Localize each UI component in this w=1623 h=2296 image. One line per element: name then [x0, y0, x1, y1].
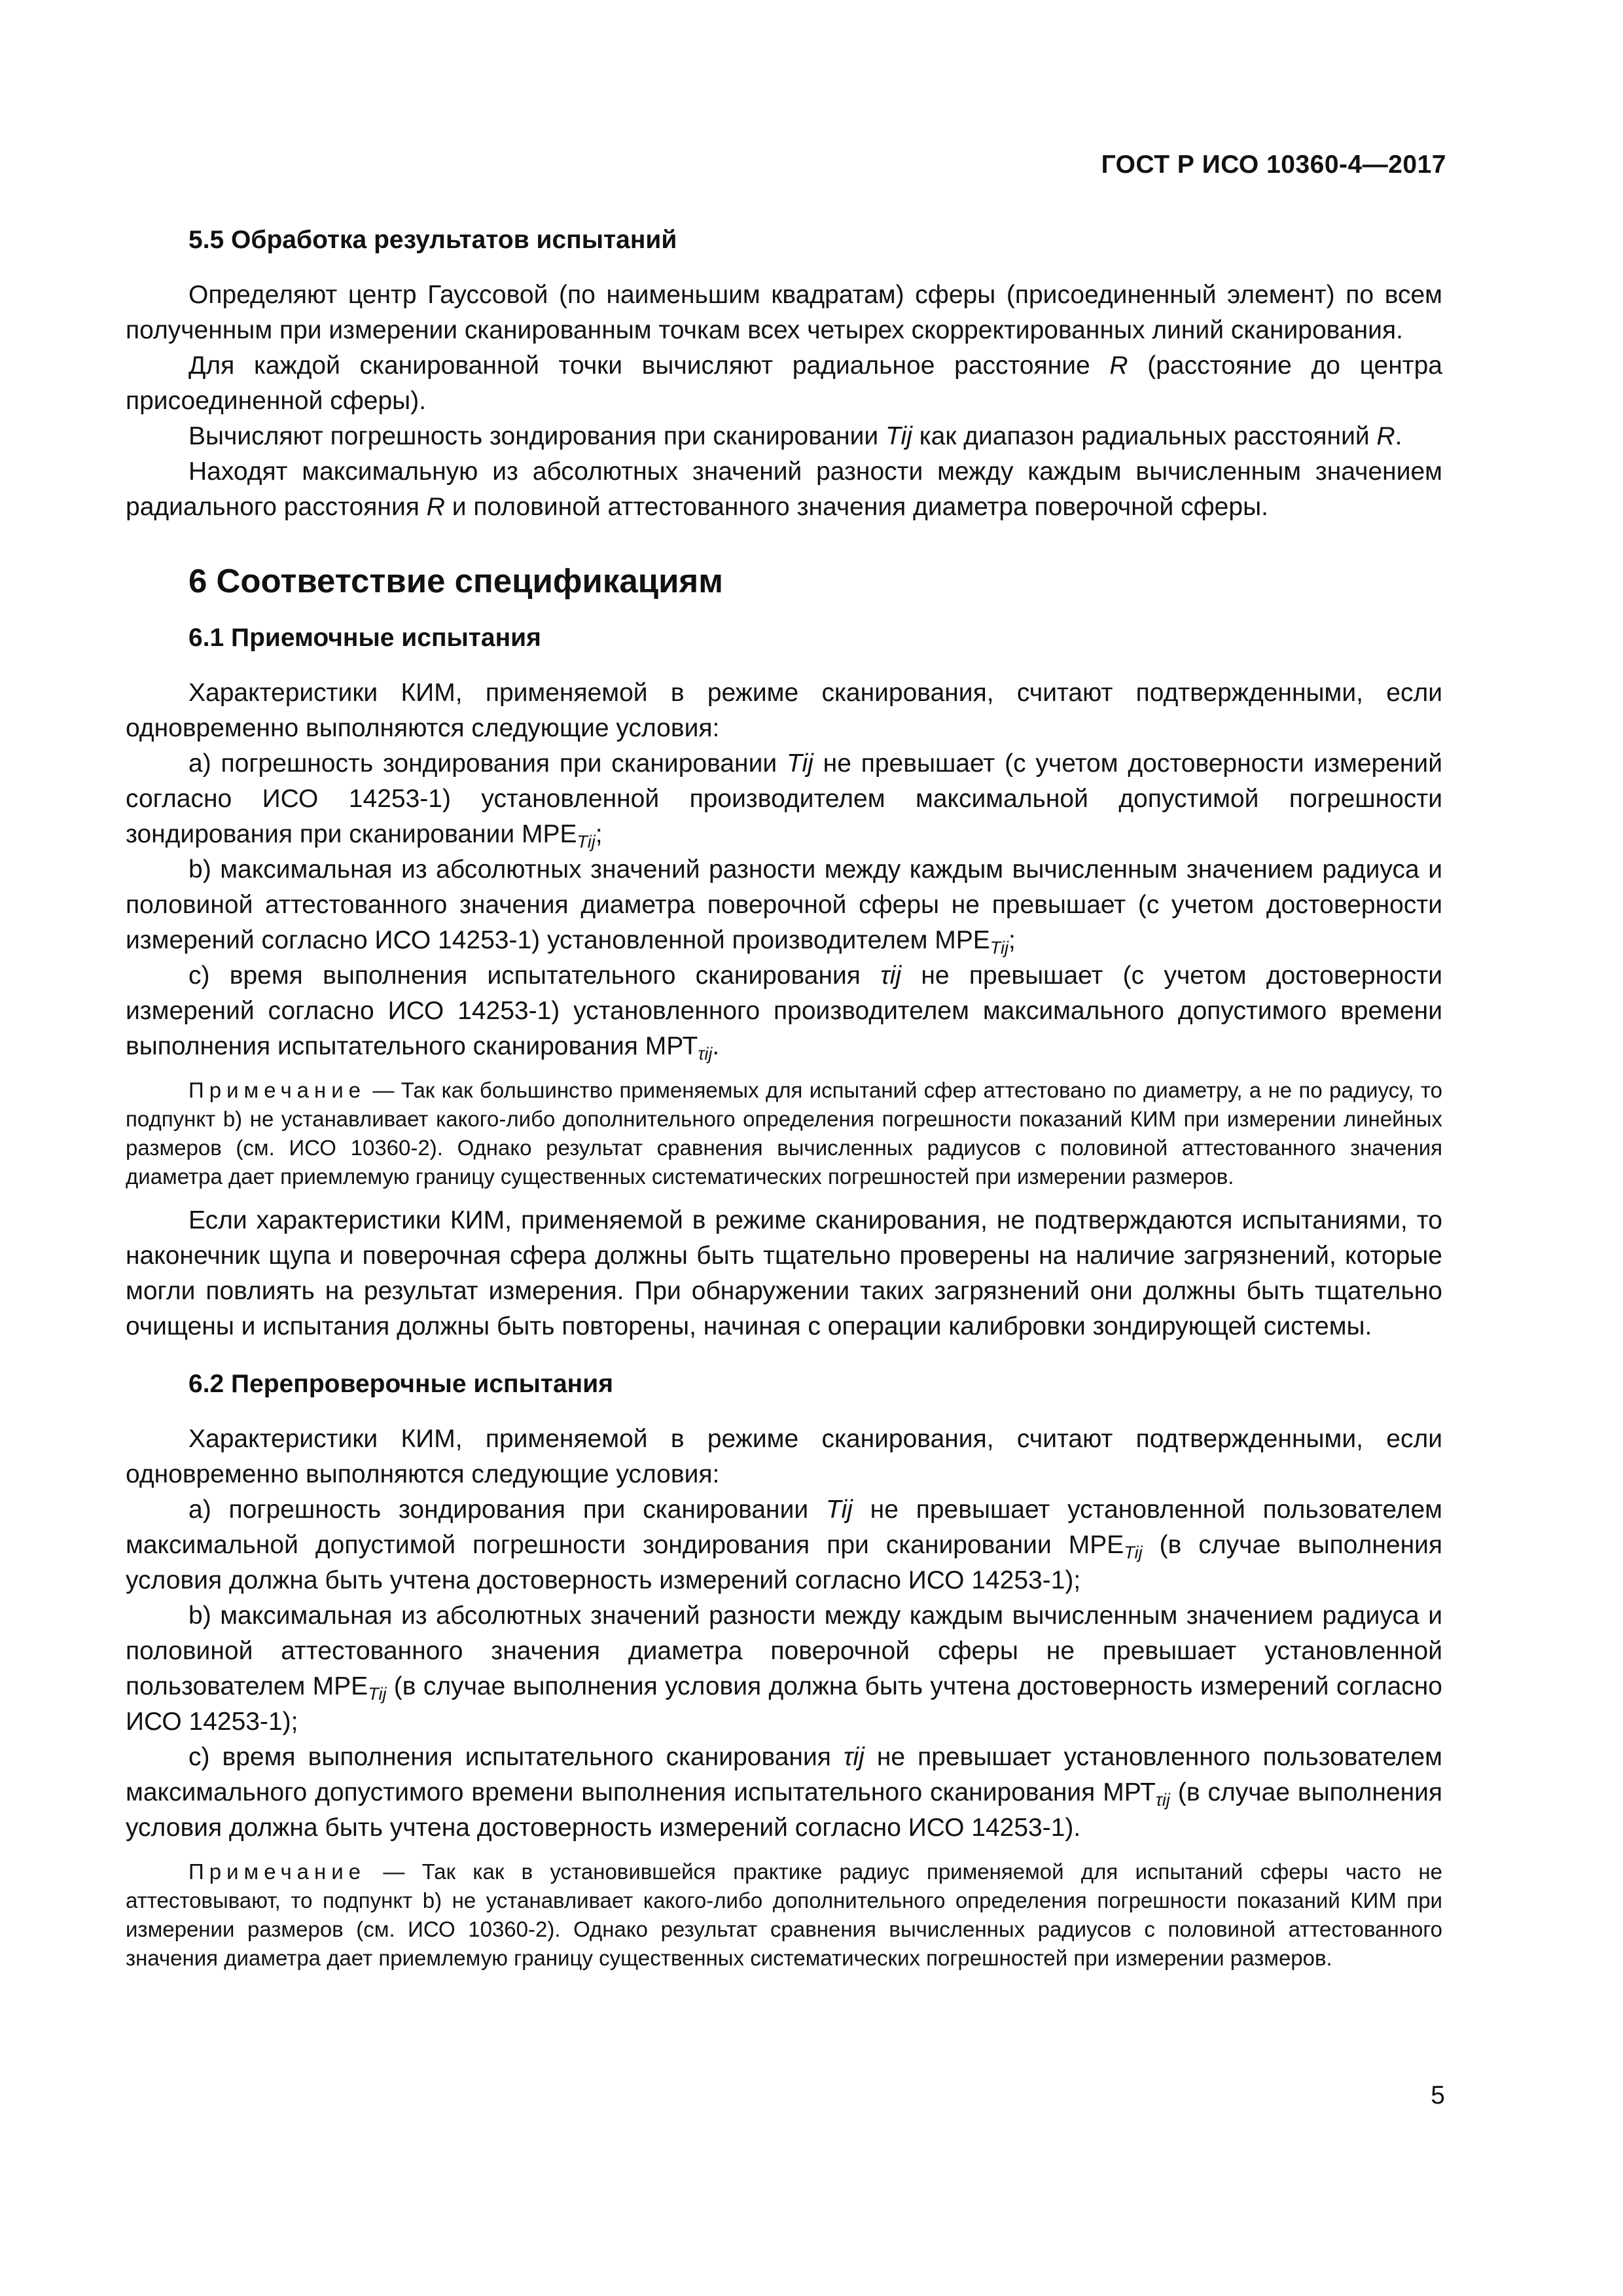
section-5-5-heading: 5.5 Обработка результатов испытаний — [188, 226, 677, 254]
page-number: 5 — [1431, 2081, 1445, 2109]
section-6-1-note: Примечание — Так как большинство применяемых для испытаний сфер аттестовано по диаметру, а не по радиусу, то подпункт b) не устанавливает какого-либо дополнительного определения погрешности показаний КИМ при измерении линейных размеров (см. ИСО 10360-2). Однако результат сравнения вычисленных радиусов с половиной аттестованного значения диаметра дает приемлемую границу существенных систематических погрешностей при измерении размеров. — [126, 1078, 1442, 1189]
document-code-header: ГОСТ Р ИСО 10360-4—2017 — [1101, 151, 1446, 179]
section-5-5-paragraph-4: Находят максимальную из абсолютных значений разности между каждым вычисленным значением радиального расстояния R и половиной аттестованного значения диаметра поверочной сферы. — [126, 457, 1442, 521]
section-6-1-item-a: a) погрешность зондирования при сканировании Tij не превышает (с учетом достоверности измерений согласно ИСО 14253-1) установленной производителем максимальной допустимой погрешности зондирования при сканировании $МРЕ_{Tij}$; — [126, 749, 1443, 852]
section-6-2-item-c: c) время выполнения испытательного сканирования τij не превышает установленного пользователем максимального допустимого времени выполнения испытательного сканирования $МРТ_{\tau ij}$ (в случае выполнения условия должна быть учтена достоверность измерений согласно ИСО 14253-1). — [126, 1743, 1443, 1842]
section-6-2-intro: Характеристики КИМ, применяемой в режиме сканирования, считают подтвержденными, если одновременно выполняются следующие условия: — [126, 1425, 1442, 1488]
section-6-1-intro: Характеристики КИМ, применяемой в режиме сканирования, считают подтвержденными, если одновременно выполняются следующие условия: — [126, 679, 1442, 742]
section-6-1-heading: 6.1 Приемочные испытания — [188, 624, 541, 652]
section-6-2-item-b: b) максимальная из абсолютных значений разности между каждым вычисленным значением радиуса и половиной аттестованного значения диаметра поверочной сферы не превышает установленной пользователем $МРЕ_{Tij}$ (в случае выполнения условия должна быть учтена достоверность измерений согласно ИСО 14253-1); — [126, 1602, 1442, 1736]
section-5-5-paragraph-1: Определяют центр Гауссовой (по наименьшим квадратам) сферы (присоединенный элемент) по всем полученным при измерении сканированным точкам всех четырех скорректированных линий сканирования. — [126, 281, 1442, 344]
section-6-2-heading: 6.2 Перепроверочные испытания — [188, 1370, 613, 1398]
section-6-1-item-b: b) максимальная из абсолютных значений разности между каждым вычисленным значением радиуса и половиной аттестованного значения диаметра поверочной сферы не превышает (с учетом достоверности измерений согласно ИСО 14253-1) установленной производителем $МРЕ_{Tij}$; — [126, 855, 1442, 958]
document-body — [126, 223, 1442, 1984]
section-6-1-after-paragraph: Если характеристики КИМ, применяемой в режиме сканирования, не подтверждаются испытаниями, то наконечник щупа и поверочная сфера должны быть тщательно проверены на наличие загрязнений, которые могли повлиять на результат измерения. При обнаружении таких загрязнений они должны быть тщательно очищены и испытания должны быть повторены, начиная с операции калибровки зондирующей системы. — [126, 1206, 1442, 1340]
section-6-1-item-c: c) время выполнения испытательного сканирования τij не превышает (с учетом достоверности измерений согласно ИСО 14253-1) установленного производителем максимального допустимого времени выполнения испытательного сканирования $МРТ_{\tau ij}$. — [126, 961, 1442, 1064]
section-6-2-item-a: a) погрешность зондирования при сканировании Tij не превышает установленной пользователем максимальной допустимой погрешности зондирования при сканировании $МРЕ_{Tij}$ (в случае выполнения условия должна быть учтена достоверность измерений согласно ИСО 14253-1); — [126, 1496, 1443, 1594]
section-5-5-paragraph-2: Для каждой сканированной точки вычисляют радиальное расстояние R (расстояние до центра присоединенной сферы). — [126, 351, 1443, 415]
section-6-heading: 6 Соответствие спецификациям — [188, 562, 723, 600]
section-5-5-paragraph-3: Вычисляют погрешность зондирования при сканировании Tij как диапазон радиальных расстояний R. — [188, 422, 1402, 450]
section-6-2-note: Примечание — Так как в установившейся практике радиус применяемой для испытаний сферы часто не аттестовывают, то подпункт b) не устанавливает какого-либо дополнительного определения погрешности показаний КИМ при измерении размеров (см. ИСО 10360-2). Однако результат сравнения вычисленных радиусов с половиной аттестованного значения диаметра дает приемлемую границу существенных систематических погрешностей при измерении размеров. — [126, 1859, 1442, 1970]
